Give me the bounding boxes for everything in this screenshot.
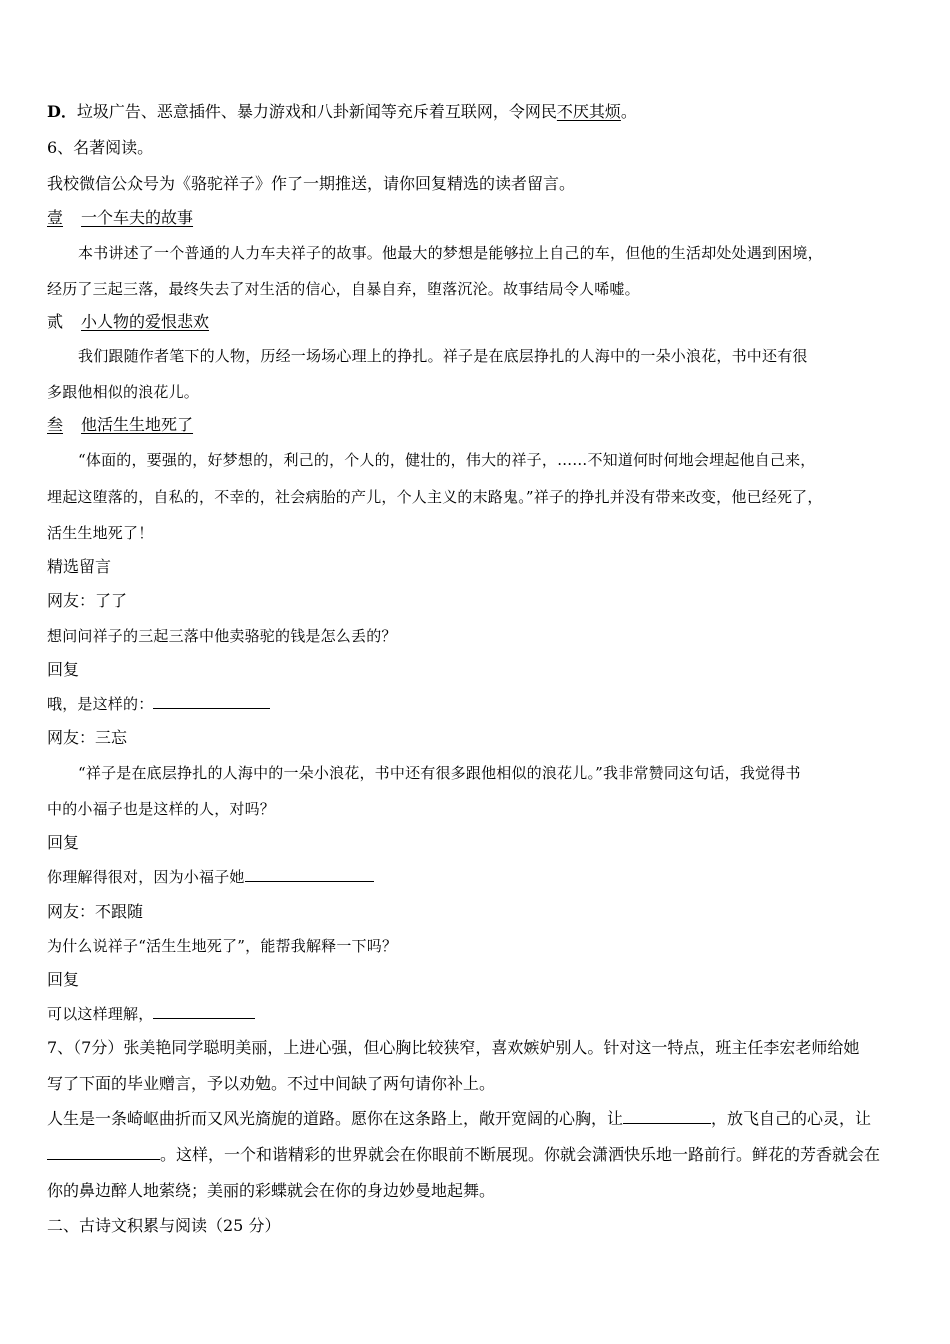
comment-1-user: 网友：了了 [47, 591, 128, 610]
option-d-text: 垃圾广告、恶意插件、暴力游戏和八卦新闻等充斥着互联网，令网民 [76, 102, 557, 121]
section-2-title: 小人物的爱恨悲欢 [81, 312, 210, 331]
section-3-heading [47, 414, 193, 436]
comment-1-reply: 哦，是这样的： [47, 693, 270, 715]
q6-intro: 我校微信公众号为《骆驼祥子》作了一期推送，请你回复精选的读者留言。 [47, 174, 576, 193]
comment-3-reply: 可以这样理解， [47, 1003, 255, 1025]
section-1-num: 壹 [47, 208, 64, 227]
section-1-line-2: 经历了三起三落，最终失去了对生活的信心，自暴自弃，堕落沉沦。故事结局令人唏嘘。 [47, 280, 640, 298]
section-2-heading [47, 311, 209, 333]
section-2-line-1: 我们跟随作者笔下的人物，历经一场场心理上的挣扎。祥子是在底层挣扎的人海中的一朵小浪花，书中还有很 [78, 347, 808, 365]
option-d-label: D． [47, 102, 77, 121]
section-3-line-2: 埋起这堕落的，自私的，不幸的，社会病胎的产儿，个人主义的末路鬼。”祥子的挣扎并没有带来改变，他已经死了， [47, 488, 823, 506]
part-2-title: 二、古诗文积累与阅读（25 分） [47, 1216, 281, 1235]
section-3-line-1: “体面的，要强的，好梦想的，利己的，个人的，健壮的，伟大的祥子，……不知道何时何地会埋起他自己来， [78, 451, 816, 469]
comment-2-question-line-1: “祥子是在底层挣扎的人海中的一朵小浪花，书中还有很多跟他相似的浪花儿。”我非常赞同这句话，我觉得书 [78, 764, 801, 782]
comment-2-user: 网友：三忘 [47, 728, 128, 747]
q6-title: 6、名著阅读。 [47, 138, 154, 157]
section-3-num: 叁 [47, 415, 64, 434]
comment-2-reply: 你理解得很对，因为小福子她 [47, 866, 374, 888]
q7-line-3: 人生是一条崎岖曲折而又风光旖旎的道路。愿你在这条路上，敞开宽阔的心胸，让 ，放飞自己的心灵，让 [47, 1109, 872, 1128]
comment-3-reply-label: 回复 [47, 970, 80, 989]
answer-blank-1[interactable] [153, 693, 270, 709]
section-3-title: 他活生生地死了 [81, 415, 194, 434]
comment-1-reply-label: 回复 [47, 660, 80, 679]
answer-blank-5[interactable] [47, 1144, 160, 1160]
section-3-line-3: 活生生地死了！ [47, 524, 154, 542]
option-d: D．垃圾广告、恶意插件、暴力游戏和八卦新闻等充斥着互联网，令网民不厌其烦。 [47, 102, 637, 121]
section-1-title: 一个车夫的故事 [81, 208, 194, 227]
comment-3-user: 网友：不跟随 [47, 902, 144, 921]
q7-line-1: 7、（7分）张美艳同学聪明美丽，上进心强，但心胸比较狭窄，喜欢嫉妒别人。针对这一特点，班主任李宏老师给她 [47, 1038, 860, 1057]
comment-3-question: 为什么说祥子“活生生地死了”，能帮我解释一下吗？ [47, 937, 398, 955]
answer-blank-4[interactable] [623, 1108, 711, 1124]
section-2-line-2: 多跟他相似的浪花儿。 [47, 383, 200, 401]
section-1-line-1: 本书讲述了一个普通的人力车夫祥子的故事。他最大的梦想是能够拉上自己的车，但他的生活却处处遇到困境， [78, 244, 823, 262]
answer-blank-3[interactable] [153, 1003, 255, 1019]
q7-line-5: 你的鼻边醉人地萦绕；美丽的彩蝶就会在你的身边妙曼地起舞。 [47, 1181, 496, 1200]
comment-2-question-line-2: 中的小福子也是这样的人，对吗？ [47, 800, 276, 818]
q7-line-2: 写了下面的毕业赠言，予以劝勉。不过中间缺了两句请你补上。 [47, 1074, 496, 1093]
answer-blank-2[interactable] [245, 866, 374, 882]
q7-line-4: 。这样，一个和谐精彩的世界就会在你眼前不断展现。你就会潇洒快乐地一路前行。鲜花的芳香就会在 [47, 1144, 880, 1166]
option-d-underlined: 不厌其烦 [556, 102, 621, 121]
featured-comments-label: 精选留言 [47, 557, 112, 576]
comment-2-reply-label: 回复 [47, 833, 80, 852]
comment-1-question: 想问问祥子的三起三落中他卖骆驼的钱是怎么丢的？ [47, 627, 397, 645]
section-1-heading [47, 207, 193, 229]
section-2-num: 贰 [47, 312, 64, 331]
